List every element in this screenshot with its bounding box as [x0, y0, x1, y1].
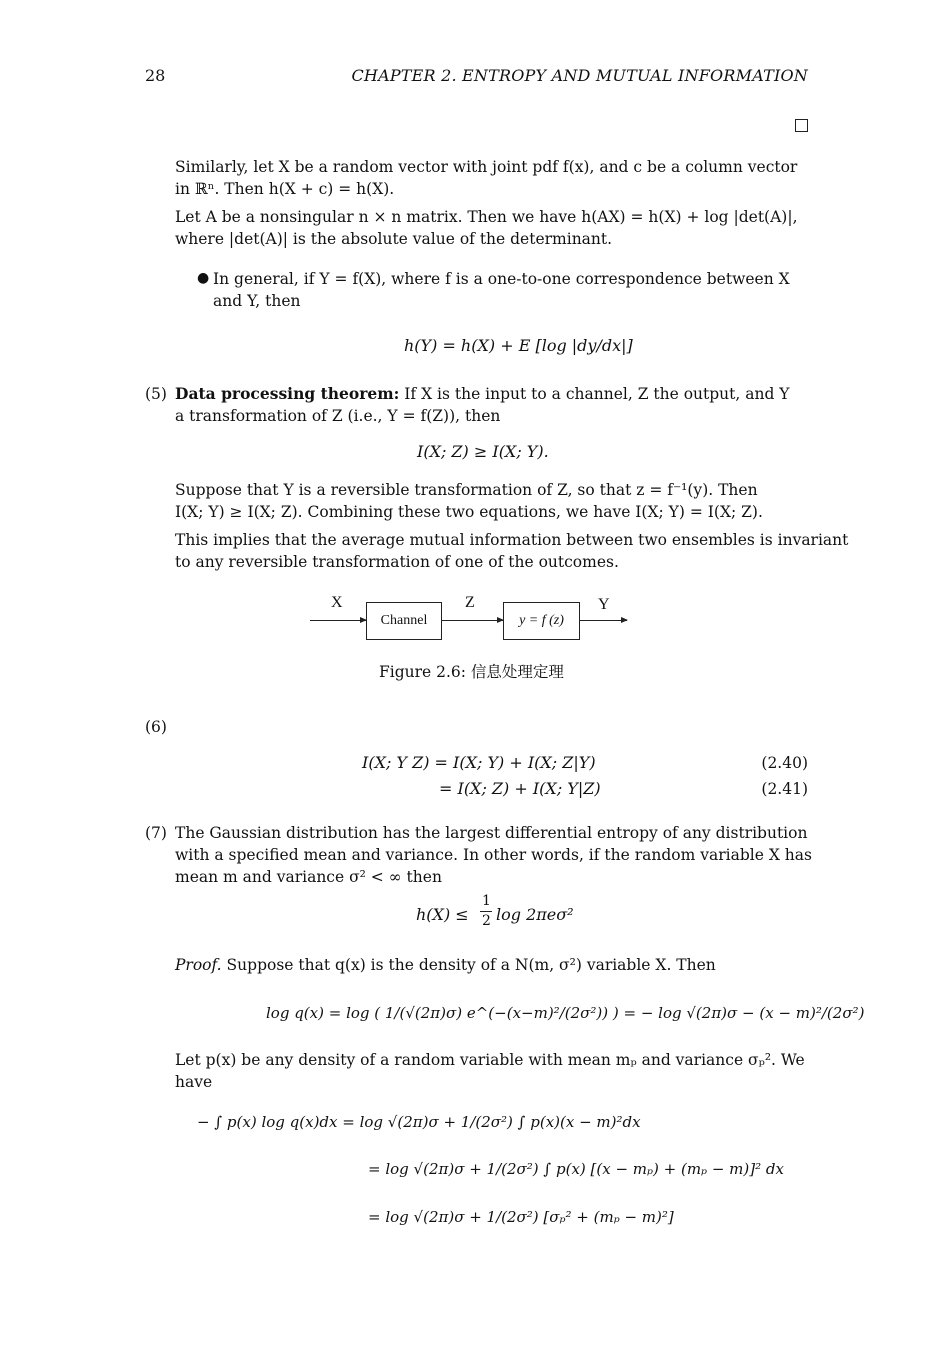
item5-para2-line2: to any reversible transformation of one of the outcomes.: [175, 553, 619, 571]
equation-2-41: = I(X; Z) + I(X; Y|Z): [439, 779, 601, 798]
arrow-channel-output: [441, 620, 503, 621]
transform-box: [503, 602, 580, 640]
proof-text: Suppose that q(x) is the density of a N(m, σ²) variable X. Then: [221, 956, 716, 974]
equation-number-2-40: (2.40): [761, 754, 808, 772]
arrow-input: [310, 620, 366, 621]
para-matrix-line1: Let A be a nonsingular n × n matrix. Then we have h(AX) = h(X) + log |det(A)|,: [175, 208, 798, 226]
equation-number-2-41: (2.41): [761, 780, 808, 798]
proof-label: Proof.: [175, 956, 222, 974]
equation-hy: h(Y) = h(X) + E [log |dy/dx|]: [404, 336, 633, 355]
item6-number: (6): [145, 718, 167, 736]
chapter-header: CHAPTER 2. ENTROPY AND MUTUAL INFORMATION: [351, 66, 808, 85]
diagram-label-z: Z: [465, 594, 475, 611]
transform-box-label: y = f (z): [519, 613, 564, 628]
bullet-icon: ●: [197, 270, 210, 286]
item5-para1-line1: Suppose that Y is a reversible transformation of Z, so that z = f⁻¹(y). Then: [175, 481, 758, 499]
let-p-line1: Let p(x) be any density of a random variable with mean mₚ and variance σₚ². We: [175, 1051, 805, 1069]
integral-line3: = log √(2π)σ + 1/(2σ²) [σₚ² + (mₚ − m)²]: [368, 1208, 674, 1226]
arrow-output: [579, 620, 627, 621]
equation-entropy-bound-rhs: log 2πeσ²: [496, 905, 574, 924]
qed-square-icon: [795, 119, 808, 132]
integral-line2: = log √(2π)σ + 1/(2σ²) ∫ p(x) [(x − mₚ) + (mₚ − m)]² dx: [368, 1160, 784, 1178]
diagram-label-y: Y: [598, 596, 610, 613]
item5-para2-line1: This implies that the average mutual information between two ensembles is invariant: [175, 531, 849, 549]
bullet-line2: and Y, then: [213, 292, 301, 310]
item5-line2: a transformation of Z (i.e., Y = f(Z)), then: [175, 407, 501, 425]
equation-dpi: I(X; Z) ≥ I(X; Y).: [417, 442, 549, 461]
item5-para1-line2: I(X; Y) ≥ I(X; Z). Combining these two equations, we have I(X; Y) = I(X; Z).: [175, 503, 763, 521]
para-vector-line1: Similarly, let X be a random vector with joint pdf f(x), and c be a column vector: [175, 158, 798, 176]
equation-2-40: I(X; Y Z) = I(X; Y) + I(X; Z|Y): [362, 753, 596, 772]
diagram-label-x: X: [331, 594, 343, 611]
item5-line1-rest: If X is the input to a channel, Z the output, and Y: [399, 385, 790, 403]
equation-log-q: log q(x) = log ( 1/(√(2π)σ) e^(−(x−m)²/(2σ²)) ) = − log √(2π)σ − (x − m)²/(2σ²): [266, 1004, 865, 1022]
integral-line1: − ∫ p(x) log q(x)dx = log √(2π)σ + 1/(2σ²) ∫ p(x)(x − m)²dx: [197, 1113, 641, 1131]
page-number: 28: [145, 66, 166, 85]
equation-frac-den: 2: [482, 913, 491, 929]
let-p-line2: have: [175, 1073, 213, 1091]
channel-box-label: Channel: [380, 613, 428, 628]
item7-line3: mean m and variance σ² < ∞ then: [175, 868, 442, 886]
item7-number: (7): [145, 824, 167, 842]
data-processing-title: Data processing theorem:: [175, 384, 400, 403]
channel-box: [366, 602, 442, 640]
item5-line1: [175, 384, 790, 404]
figure-caption: Figure 2.6: 信息处理定理: [379, 663, 564, 681]
proof-line: [175, 955, 716, 975]
item5-number: (5): [145, 385, 167, 403]
equation-frac-num: 1: [482, 893, 491, 909]
fraction-bar: [480, 911, 492, 912]
bullet-line1: In general, if Y = f(X), where f is a one-to-one correspondence between X: [213, 270, 790, 288]
equation-entropy-bound-lhs: h(X) ≤: [416, 905, 469, 924]
para-matrix-line2: where |det(A)| is the absolute value of the determinant.: [175, 230, 613, 248]
item7-line1: The Gaussian distribution has the largest differential entropy of any distribution: [175, 824, 808, 842]
para-vector-line2: in ℝⁿ. Then h(X + c) = h(X).: [175, 180, 395, 198]
item7-line2: with a specified mean and variance. In other words, if the random variable X has: [175, 846, 812, 864]
